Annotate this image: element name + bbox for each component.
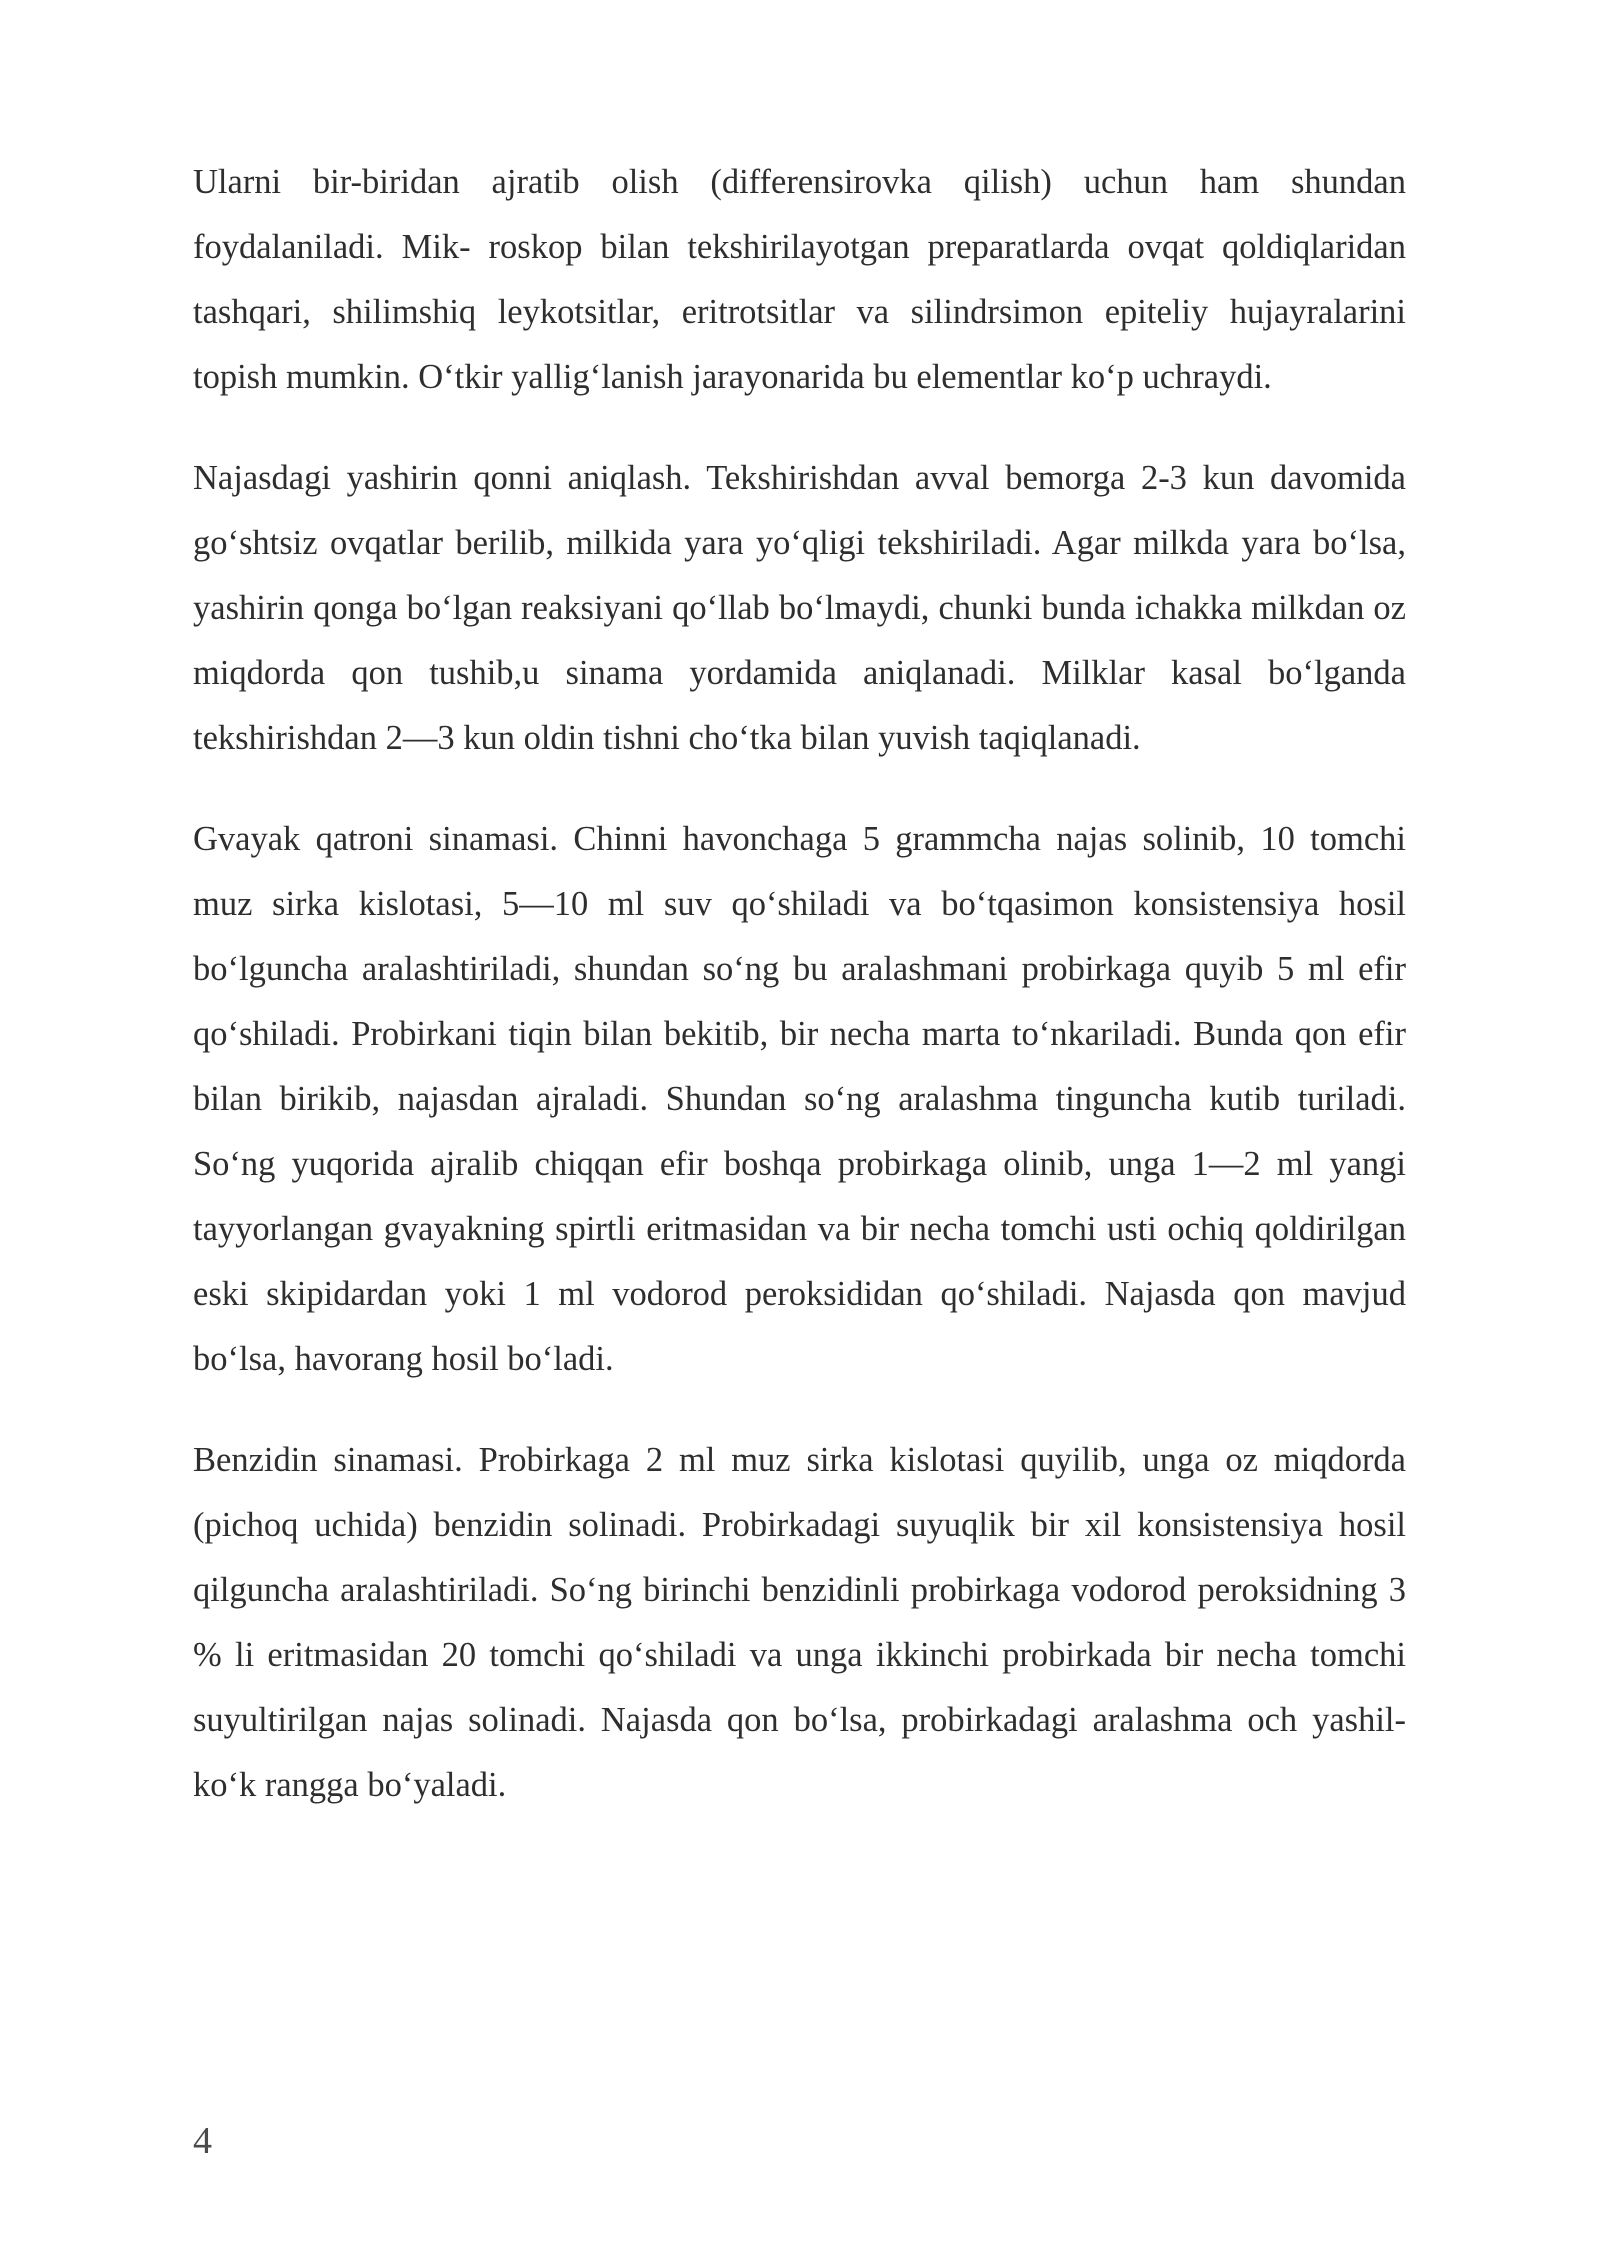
paragraph-benzidine-test: Benzidin sinamasi. Probirkaga 2 ml muz sirka kislotasi quyilib, unga oz miqdorda (pichoq uchida) benzidin solinadi. Probirkadagi suyuqlik bir xil konsistensiya hosil qilguncha aralashtiriladi. So‘ng birinchi benzidinli probirkaga vodorod peroksidning 3 % li eritmasidan 20 tomchi qo‘shiladi va unga ikkinchi probirkada bir necha tomchi suyultirilgan najas solinadi. Najasda qon bo‘lsa, probirkadagi aralashma och yashil-ko‘k rangga bo‘yaladi. xyxy=(193,1441,1406,1804)
paragraph-hidden-blood: Najasdagi yashirin qonni aniqlash. Tekshirishdan avval bemorga 2-3 kun davomida go‘shtsiz ovqatlar berilib, milkida yara yo‘qligi tekshiriladi. Agar milkda yara bo‘lsa, yashirin qonga bo‘lgan reaksiyani qo‘llab bo‘lmaydi, chunki bunda ichakka milkdan oz miqdorda qon tushib,u sinama yordamida aniqlanadi. Milklar kasal bo‘lganda tekshirishdan 2—3 kun oldin tishni cho‘tka bilan yuvish taqiqlanadi. xyxy=(193,459,1406,757)
paragraph-differentiation: Ularni bir-biridan ajratib olish (differensirovka qilish) uchun ham shundan foydalaniladi. Mik- roskop bilan tekshirilayotgan preparatlarda ovqat qoldiqlaridan tashqari, shilimshiq leykotsitlar, eritrotsitlar va silindrsimon epiteliy hujayralarini topish mumkin. O‘tkir yallig‘lanish jarayonarida bu elementlar ko‘p uchraydi. xyxy=(193,163,1406,396)
body-text xyxy=(193,150,1406,1854)
page-number: 4 xyxy=(193,2120,212,2162)
paragraph-guaiac-test: Gvayak qatroni sinamasi. Chinni havonchaga 5 grammcha najas solinib, 10 tomchi muz sirka kislotasi, 5—10 ml suv qo‘shiladi va bo‘tqasimon konsistensiya hosil bo‘lguncha aralashtiriladi, shundan so‘ng bu aralashmani probirkaga quyib 5 ml efir qo‘shiladi. Probirkani tiqin bilan bekitib, bir necha marta to‘nkariladi. Bunda qon efir bilan birikib, najasdan ajraladi. Shundan so‘ng aralashma tinguncha kutib turiladi. So‘ng yuqorida ajralib chiqqan efir boshqa probirkaga olinib, unga 1—2 ml yangi tayyorlangan gvayakning spirtli eritmasidan va bir necha tomchi usti ochiq qoldirilgan eski skipidardan yoki 1 ml vodorod peroksididan qo‘shiladi. Najasda qon mavjud bo‘lsa, havorang hosil bo‘ladi. xyxy=(193,820,1406,1378)
